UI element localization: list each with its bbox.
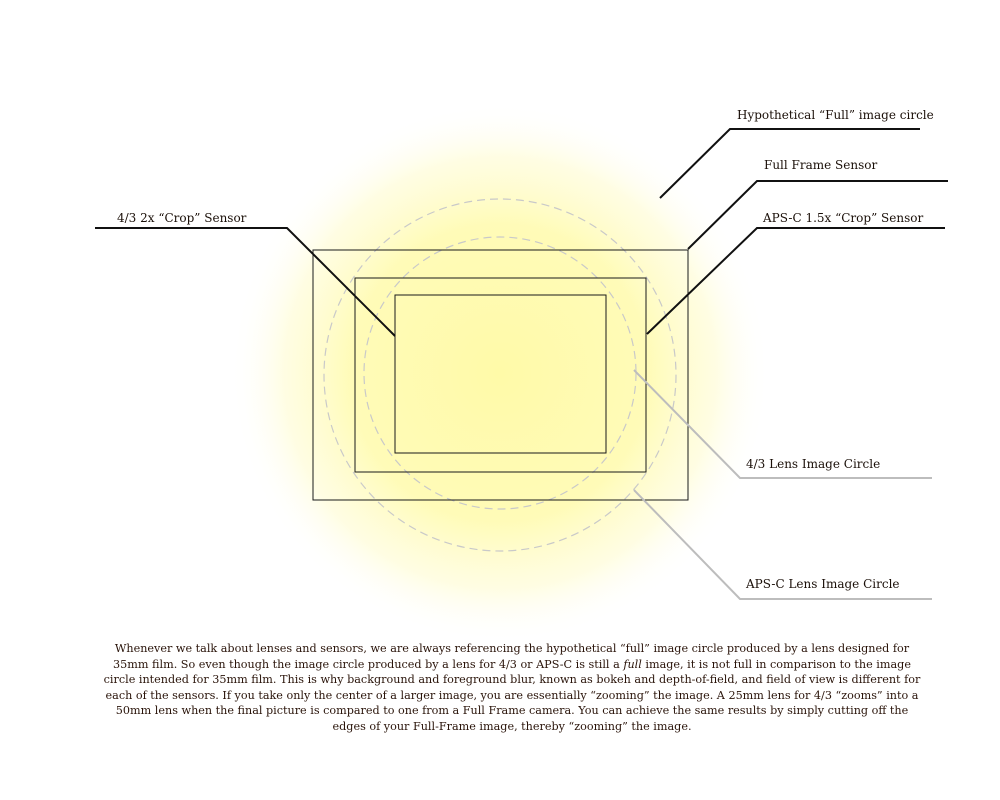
full-image-circle: [228, 101, 772, 645]
caption-text-start: Whenever we talk about lenses and sensors, we are always referencing the hypothetical “full” image circle produced by a lens designed for 35mm film. So even though the image circle produced by a lens for 4/3 or APS-C is still a: [113, 642, 910, 671]
caption-text-end: image, it is not full in comparison to the image circle intended for 35mm film. This is why background and foreground blur, known as bokeh and depth-of-field, and field of view is different for each of the sensors. If you take only the center of a larger image, you are essentially “zooming” the image. A 25mm lens for 4/3 “zooms” into a 50mm lens when the final picture is compared to one from a Full Frame camera. You can achieve the same results by simply cutting off the edges of your Full-Frame image, thereby “zooming” the image.: [103, 657, 921, 733]
explanatory-caption: [98, 641, 926, 735]
four-thirds-circle-label: 4/3 Lens Image Circle: [746, 457, 881, 471]
four-thirds-sensor-label: 4/3 2x “Crop” Sensor: [117, 211, 247, 225]
caption-italic-word: full: [623, 657, 642, 671]
full-circle-label: Hypothetical “Full” image circle: [737, 108, 934, 122]
full-frame-label: Full Frame Sensor: [764, 158, 878, 172]
aps-c-circle-label: APS-C Lens Image Circle: [746, 577, 900, 591]
aps-c-sensor-label: APS-C 1.5x “Crop” Sensor: [763, 211, 924, 225]
